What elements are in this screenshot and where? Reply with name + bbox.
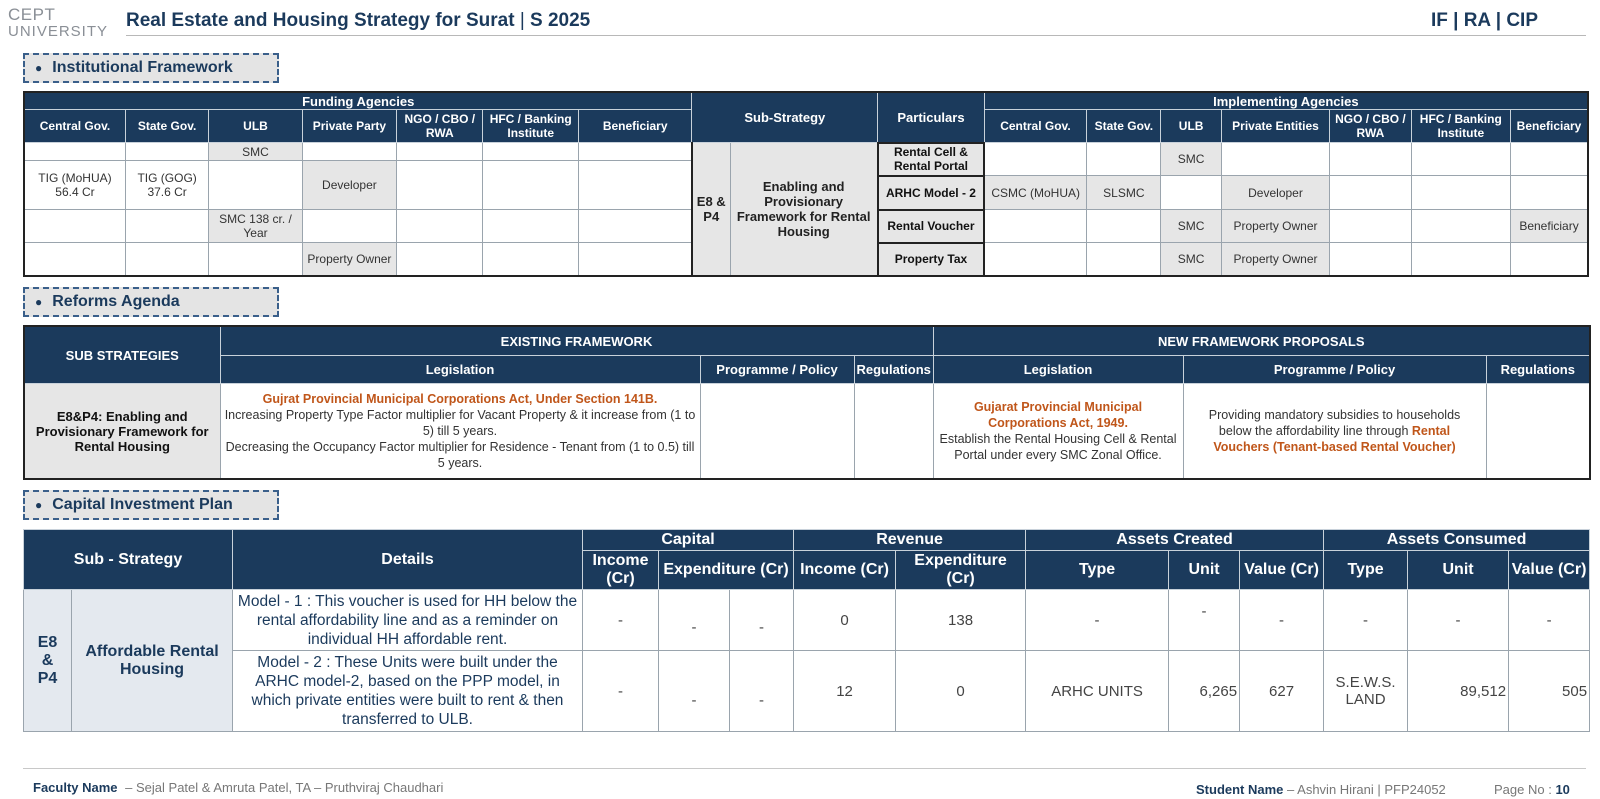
value-cell: - bbox=[1509, 590, 1590, 651]
value-cell: - bbox=[730, 590, 794, 651]
table-row bbox=[24, 651, 1590, 732]
col-header: State Gov. bbox=[125, 110, 208, 143]
section-institutional-framework bbox=[23, 53, 279, 83]
cell-private: Property Owner bbox=[1221, 243, 1329, 277]
section-capital-investment-plan bbox=[23, 490, 279, 520]
cell-developer: Developer bbox=[302, 161, 396, 210]
value-cell: 627 bbox=[1240, 651, 1324, 732]
implementing-agencies-header: Implementing Agencies bbox=[984, 92, 1588, 110]
col-header: Beneficiary bbox=[578, 110, 692, 143]
existing-legislation-text: Decreasing the Occupancy Factor multiplier for Residence - Tenant from (1 to 0.5) till 5 years. bbox=[225, 440, 695, 470]
section-label: Reforms Agenda bbox=[52, 293, 180, 310]
cell-ulb: SMC bbox=[1161, 143, 1221, 176]
title-text: Real Estate and Housing Strategy for Surat bbox=[126, 10, 515, 31]
value-cell: 0 bbox=[896, 651, 1026, 732]
page-title: Real Estate and Housing Strategy for Surat | S 2025 bbox=[126, 10, 591, 31]
value-cell: - bbox=[1324, 590, 1408, 651]
cell-ulb: SMC bbox=[1161, 243, 1221, 277]
col-header: Private Entities bbox=[1221, 110, 1329, 143]
logo-top: CEPT bbox=[8, 5, 56, 24]
new-legislation-cell bbox=[933, 384, 1183, 480]
existing-legislation-title: Gujrat Provincial Municipal Corporations Act, Under Section 141B. bbox=[262, 392, 658, 406]
institutional-framework-table bbox=[23, 91, 1589, 277]
col-header: Type bbox=[1026, 551, 1169, 590]
col-header: Central Gov. bbox=[24, 110, 125, 143]
sub-strategy-header: Sub - Strategy bbox=[24, 530, 233, 590]
new-programme-text: Providing mandatory subsidies to households below the affordability line through bbox=[1208, 408, 1461, 438]
page-num: 10 bbox=[1555, 782, 1570, 797]
assets-created-header: Assets Created bbox=[1026, 530, 1324, 551]
new-legislation-title: Gujarat Provincial Municipal Corporations Act, 1949. bbox=[973, 400, 1143, 430]
col-header: NGO / CBO / RWA bbox=[397, 110, 483, 143]
value-cell: 138 bbox=[896, 590, 1026, 651]
value-cell: ARHC UNITS bbox=[1026, 651, 1169, 732]
value-cell: 6,265 bbox=[1169, 651, 1240, 732]
new-programme-cell bbox=[1183, 384, 1486, 480]
strategy-name: Affordable Rental Housing bbox=[72, 590, 233, 732]
revenue-header: Revenue bbox=[794, 530, 1026, 551]
strategy-name: Enabling and Provisionary Framework for Rental Housing bbox=[730, 143, 878, 277]
faculty-info bbox=[33, 780, 443, 795]
student-info bbox=[1196, 782, 1446, 797]
col-header: Regulations bbox=[1486, 356, 1590, 384]
cell-tig-mohua: TIG (MoHUA) 56.4 Cr bbox=[24, 161, 125, 210]
cell-central: CSMC (MoHUA) bbox=[984, 176, 1086, 210]
value-cell: - bbox=[1408, 590, 1509, 651]
col-header: Legislation bbox=[933, 356, 1183, 384]
col-header: Regulations bbox=[854, 356, 933, 384]
faculty-value: – Sejal Patel & Amruta Patel, TA – Pruthviraj Chaudhari bbox=[125, 780, 444, 795]
cell-smc-138: SMC 138 cr. / Year bbox=[209, 210, 302, 243]
table-row bbox=[24, 143, 1588, 161]
cell-smc: SMC bbox=[209, 143, 302, 161]
new-legislation-text: Establish the Rental Housing Cell & Rental Portal under every SMC Zonal Office. bbox=[939, 432, 1177, 462]
particular-item: Property Tax bbox=[878, 243, 984, 277]
col-header: Central Gov. bbox=[984, 110, 1086, 143]
capital-header: Capital bbox=[583, 530, 794, 551]
cell-private: Developer bbox=[1221, 176, 1329, 210]
new-programme-highlight: Rental Vouchers (Tenant-based Rental Voucher) bbox=[1213, 424, 1456, 454]
col-header: Income (Cr) bbox=[583, 551, 659, 590]
value-cell: - bbox=[1169, 590, 1240, 651]
funding-agencies-header: Funding Agencies bbox=[24, 92, 692, 110]
sub-strategy-label: E8&P4: Enabling and Provisionary Framework for Rental Housing bbox=[24, 384, 220, 480]
new-framework-header: NEW FRAMEWORK PROPOSALS bbox=[933, 326, 1590, 356]
header-rule bbox=[126, 35, 1586, 36]
faculty-label: Faculty Name bbox=[33, 780, 118, 795]
col-header: Value (Cr) bbox=[1240, 551, 1324, 590]
col-header: Unit bbox=[1408, 551, 1509, 590]
value-cell: - bbox=[659, 651, 730, 732]
value-cell: 89,512 bbox=[1408, 651, 1509, 732]
col-header: Value (Cr) bbox=[1509, 551, 1590, 590]
section-reforms-agenda bbox=[23, 287, 279, 317]
col-header: Legislation bbox=[220, 356, 700, 384]
reforms-agenda-table bbox=[23, 325, 1591, 480]
bullet-icon: ● bbox=[35, 61, 43, 75]
assets-consumed-header: Assets Consumed bbox=[1324, 530, 1590, 551]
col-header: Private Party bbox=[302, 110, 396, 143]
value-cell: - bbox=[730, 651, 794, 732]
particular-item: Rental Cell & Rental Portal bbox=[878, 143, 984, 176]
footer-rule bbox=[23, 768, 1586, 769]
value-cell: 12 bbox=[794, 651, 896, 732]
col-header: Income (Cr) bbox=[794, 551, 896, 590]
value-cell: S.E.W.S. LAND bbox=[1324, 651, 1408, 732]
capital-investment-table bbox=[23, 529, 1590, 732]
particular-item: Rental Voucher bbox=[878, 210, 984, 243]
strategy-code: E8 & P4 bbox=[24, 590, 72, 732]
table-row bbox=[24, 384, 1590, 480]
section-label: Capital Investment Plan bbox=[52, 496, 233, 513]
table-row bbox=[24, 590, 1590, 651]
cell-property-owner: Property Owner bbox=[302, 243, 396, 277]
col-header: Beneficiary bbox=[1511, 110, 1588, 143]
cell-state: SLSMC bbox=[1087, 176, 1161, 210]
col-header: State Gov. bbox=[1087, 110, 1161, 143]
col-header: Unit bbox=[1169, 551, 1240, 590]
col-header: Programme / Policy bbox=[700, 356, 854, 384]
col-header: Type bbox=[1324, 551, 1408, 590]
value-cell: 0 bbox=[794, 590, 896, 651]
value-cell: - bbox=[1240, 590, 1324, 651]
col-header: HFC / Banking Institute bbox=[1411, 110, 1510, 143]
details-cell: Model - 2 : These Units were built under the ARHC model-2, based on the PPP model, in which private entities were built to rent & then transferred to ULB. bbox=[233, 651, 583, 732]
page-label: Page No : bbox=[1494, 782, 1552, 797]
strategy-code: E8 & P4 bbox=[692, 143, 730, 277]
cell-private: Property Owner bbox=[1221, 210, 1329, 243]
logo bbox=[8, 6, 108, 40]
term-text: S 2025 bbox=[530, 10, 591, 31]
cell-tig-gog: TIG (GOG) 37.6 Cr bbox=[125, 161, 208, 210]
col-header: Expenditure (Cr) bbox=[659, 551, 794, 590]
col-header: Programme / Policy bbox=[1183, 356, 1486, 384]
value-cell: - bbox=[1026, 590, 1169, 651]
particulars-header: Particulars bbox=[878, 92, 984, 143]
sub-strategies-header: SUB STRATEGIES bbox=[24, 326, 220, 384]
details-header: Details bbox=[233, 530, 583, 590]
student-value: – Ashvin Hirani | PFP24052 bbox=[1287, 782, 1446, 797]
bullet-icon: ● bbox=[35, 295, 43, 309]
logo-bottom: UNIVERSITY bbox=[8, 23, 109, 40]
page-number bbox=[1494, 782, 1570, 797]
particular-item: ARHC Model - 2 bbox=[878, 176, 984, 210]
value-cell: - bbox=[659, 590, 730, 651]
value-cell: - bbox=[583, 651, 659, 732]
student-label: Student Name bbox=[1196, 782, 1284, 797]
cell-beneficiary: Beneficiary bbox=[1511, 210, 1588, 243]
existing-legislation-cell bbox=[220, 384, 700, 480]
col-header: HFC / Banking Institute bbox=[483, 110, 578, 143]
existing-legislation-text: Increasing Property Type Factor multiplier for Vacant Property & it increase from (1 to 5) till 5 years. bbox=[224, 408, 696, 438]
details-cell: Model - 1 : This voucher is used for HH below the rental affordability line and as a reminder on individual HH affordable rent. bbox=[233, 590, 583, 651]
sub-strategy-header: Sub-Strategy bbox=[692, 92, 878, 143]
cell-ulb: SMC bbox=[1161, 210, 1221, 243]
existing-framework-header: EXISTING FRAMEWORK bbox=[220, 326, 933, 356]
bullet-icon: ● bbox=[35, 498, 43, 512]
col-header: ULB bbox=[209, 110, 302, 143]
value-cell: 505 bbox=[1509, 651, 1590, 732]
section-label: Institutional Framework bbox=[52, 59, 233, 76]
header-tags: IF | RA | CIP bbox=[1430, 10, 1538, 31]
col-header: NGO / CBO / RWA bbox=[1330, 110, 1411, 143]
value-cell: - bbox=[583, 590, 659, 651]
col-header: ULB bbox=[1161, 110, 1221, 143]
col-header: Expenditure (Cr) bbox=[896, 551, 1026, 590]
